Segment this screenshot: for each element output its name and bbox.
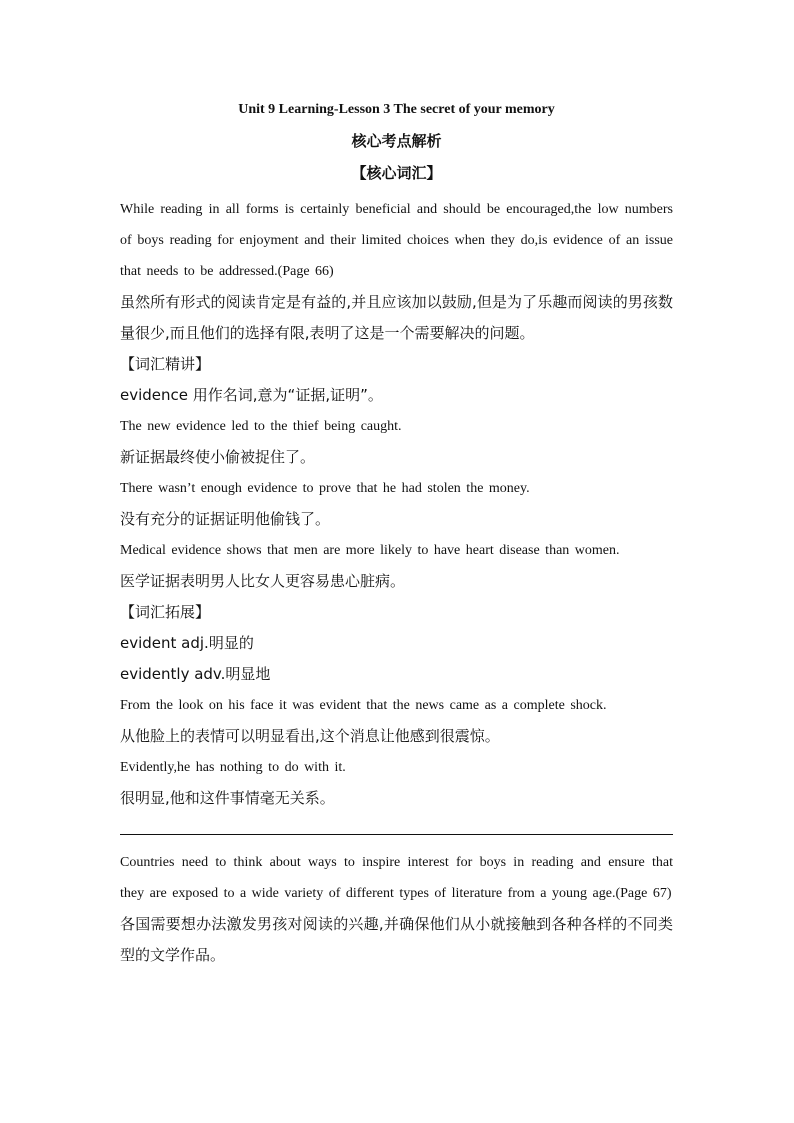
document-page [120,100,673,971]
document-title: Unit 9 Learning-Lesson 3 The secret of your memory [238,102,555,117]
section-divider [120,834,673,835]
example-sentence-en: The new evidence led to the thief being caught. [120,419,402,434]
example-sentence-en: Medical evidence shows that men are more likely to have heart disease than women. [120,543,620,558]
extend-example-zh: 从他脸上的表情可以明显看出,这个消息让他感到很震惊。 [120,727,500,745]
vocab-extend-word: evidently adv.明显地 [120,665,271,683]
extend-example-en: From the look on his face it was evident that the news came as a complete shock. [120,698,607,713]
passage2-chinese: 各国需要想办法激发男孩对阅读的兴趣,并确保他们从小就接触到各种各样的不同类型的文学作品。 [120,915,673,964]
example-sentence-zh: 没有充分的证据证明他偷钱了。 [120,510,331,528]
vocab-extend-heading: 【词汇拓展】 [120,603,211,621]
passage2-english: Countries need to think about ways to inspire interest for boys in reading and ensure that they are exposed to a wide variety of different types of literature from a young age.(Page 67) [120,855,673,901]
extend-example-zh: 很明显,他和这件事情毫无关系。 [120,789,335,807]
vocab-explain-heading: 【词汇精讲】 [120,355,211,373]
example-sentence-en: There wasn’t enough evidence to prove that he had stolen the money. [120,481,530,496]
example-sentence-zh: 医学证据表明男人比女人更容易患心脏病。 [120,572,406,590]
passage1-english: While reading in all forms is certainly beneficial and should be encouraged,the low numbers of boys reading for enjoyment and their limited choices when they do,is evidence of an issue that needs to be addressed.(Page 66) [120,202,673,279]
vocab-extend-word: evident adj.明显的 [120,634,254,652]
extend-example-en: Evidently,he has nothing to do with it. [120,760,346,775]
passage1-chinese: 虽然所有形式的阅读肯定是有益的,并且应该加以鼓励,但是为了乐趣而阅读的男孩数量很少,而且他们的选择有限,表明了这是一个需要解决的问题。 [120,293,673,342]
core-vocab-heading: 【核心词汇】 [351,164,442,182]
document-subtitle: 核心考点解析 [351,132,442,150]
vocab-definition: evidence 用作名词,意为“证据,证明”。 [120,386,383,404]
example-sentence-zh: 新证据最终使小偷被捉住了。 [120,448,316,466]
